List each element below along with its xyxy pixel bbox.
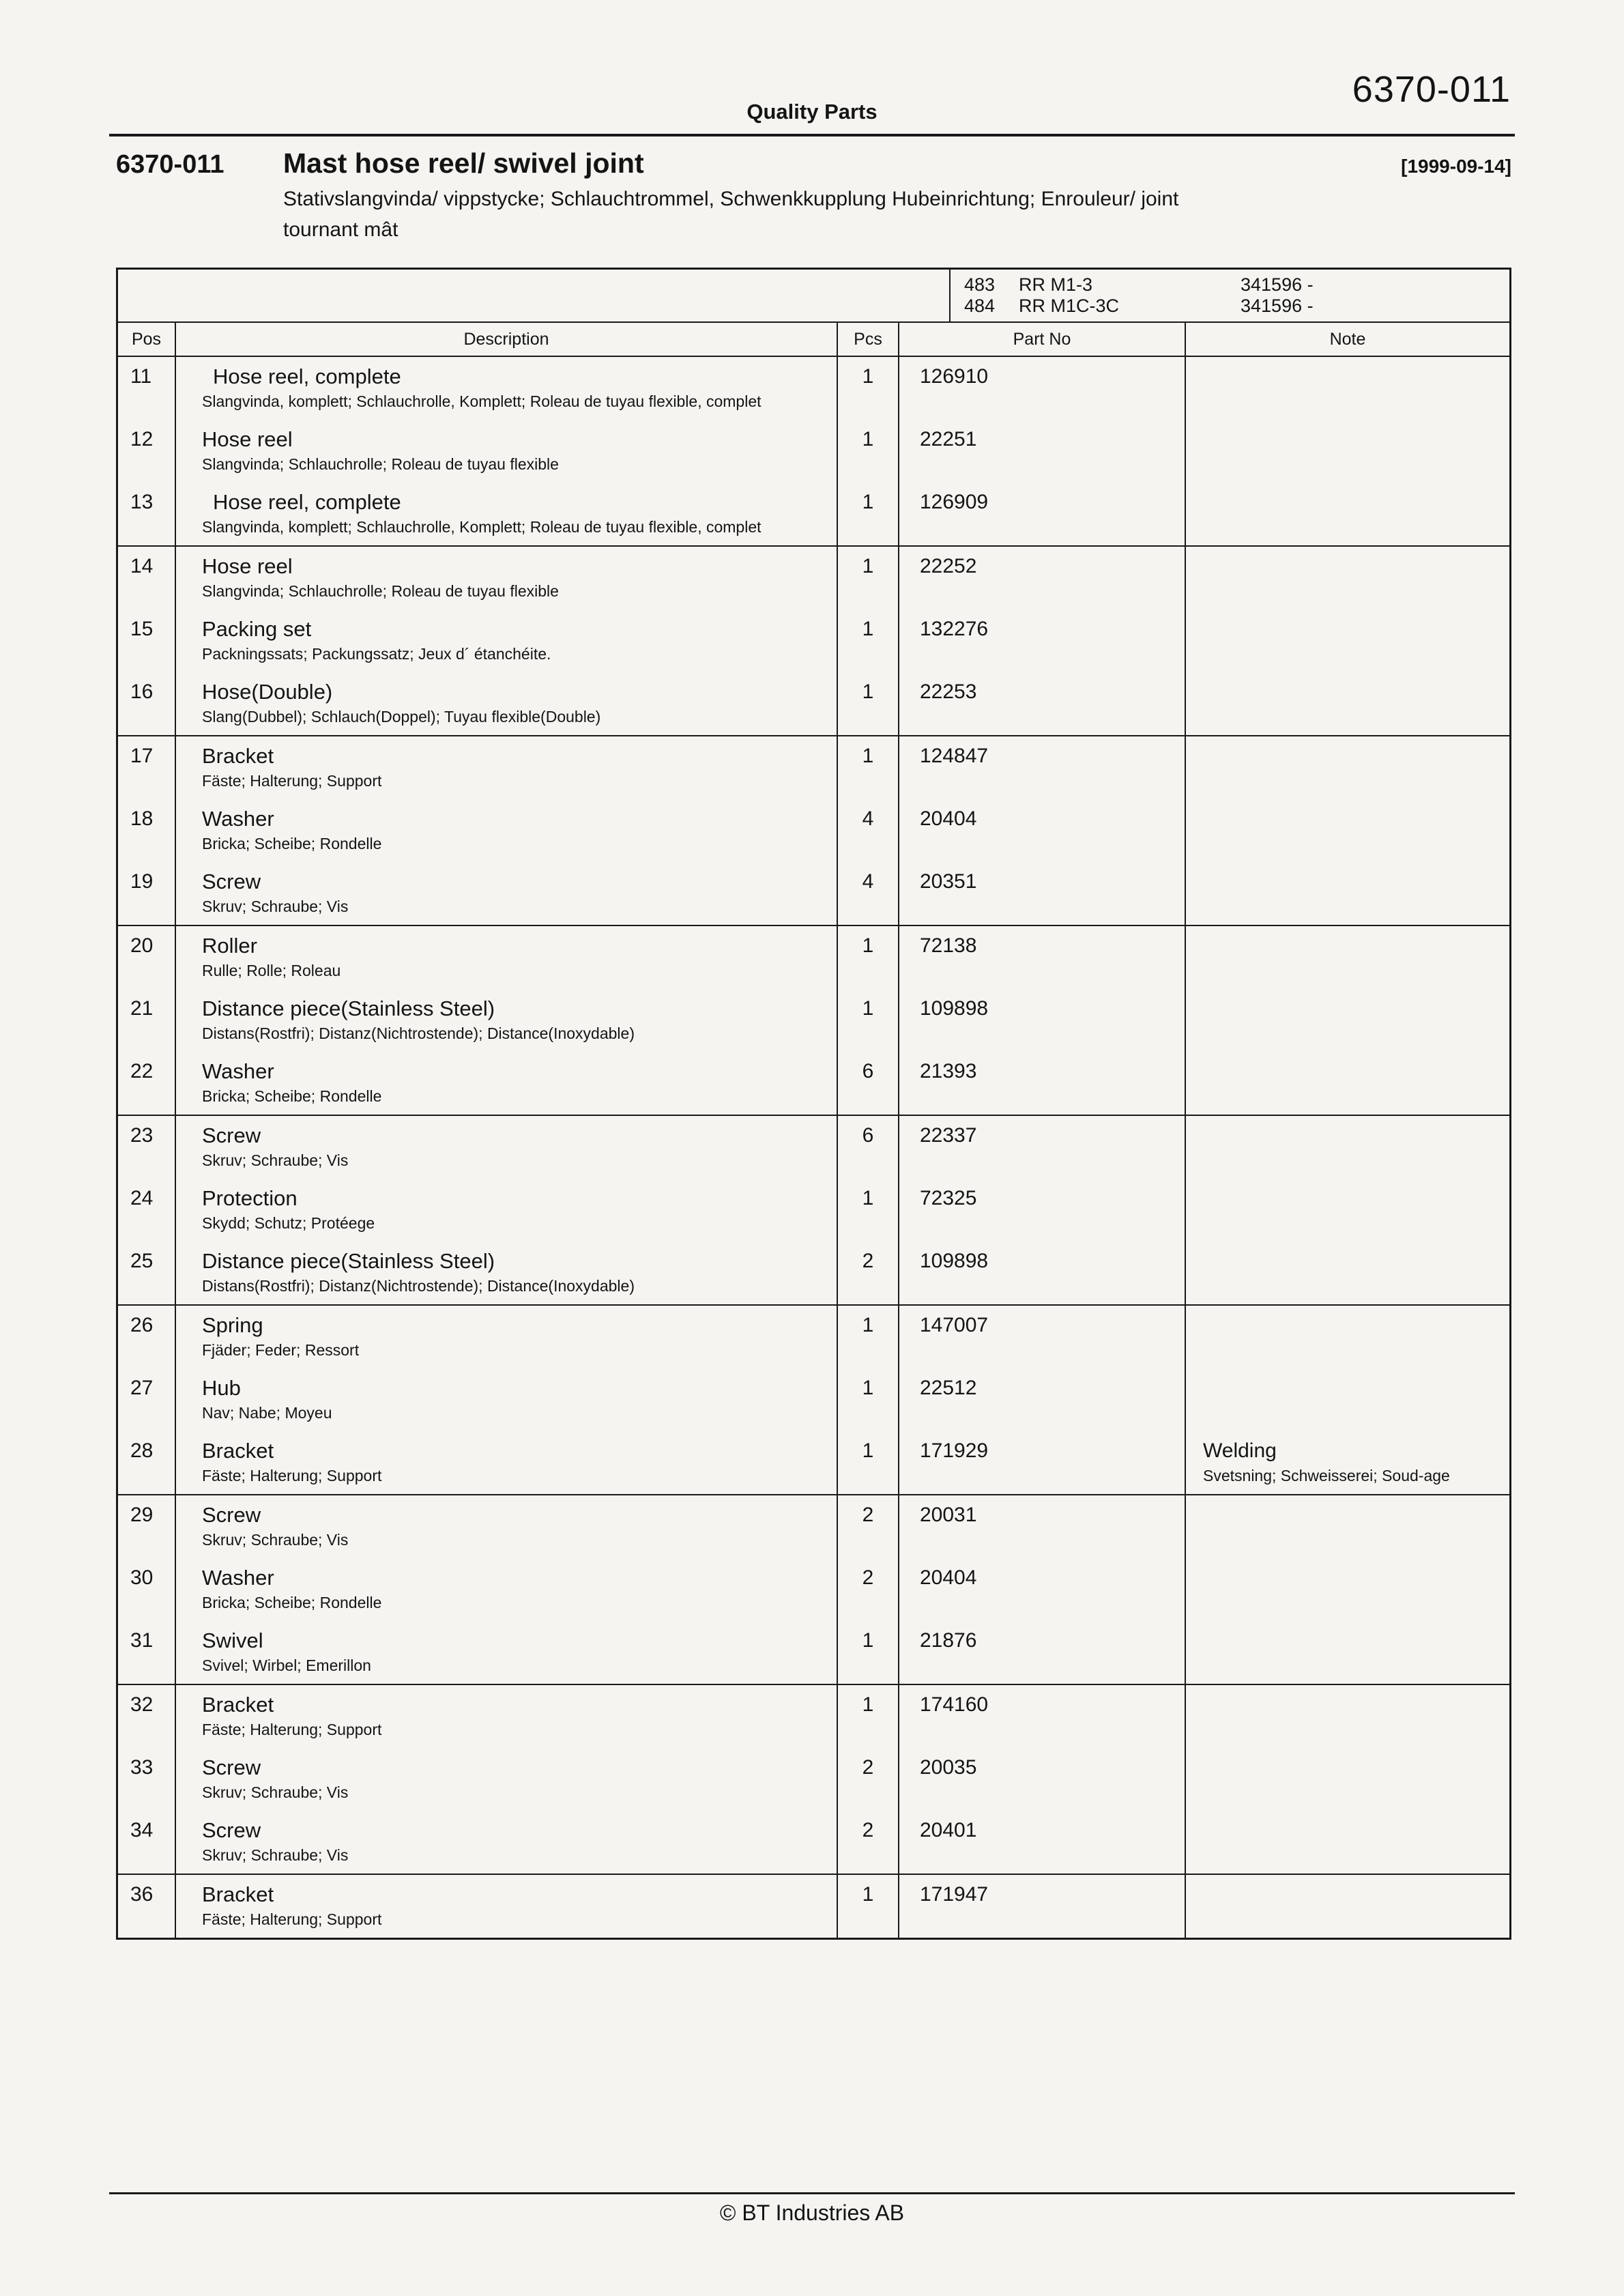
- description-main: Bracket: [202, 744, 274, 768]
- header-rule: [109, 134, 1515, 137]
- col-header-note: Note: [1329, 329, 1366, 349]
- description-sub: Slangvinda; Schlauchrolle; Roleau de tuyau flexible: [202, 455, 559, 473]
- cell-note: [1186, 1179, 1509, 1242]
- description-sub: Skruv; Schraube; Vis: [202, 898, 349, 915]
- cell-note: [1186, 609, 1509, 672]
- cell-description: [176, 672, 838, 735]
- description-main: Washer: [202, 807, 274, 831]
- cell-pcs: 1: [838, 1179, 899, 1242]
- cell-pos: 14: [118, 547, 176, 609]
- model-code: 483: [964, 274, 996, 295]
- description-sub: Slangvinda, komplett; Schlauchrolle, Komplett; Roleau de tuyau flexible, complet: [202, 518, 762, 536]
- cell-pcs: 6: [838, 1116, 899, 1179]
- description-main: Distance piece(Stainless Steel): [202, 1249, 495, 1273]
- description-sub: Slangvinda, komplett; Schlauchrolle, Komplett; Roleau de tuyau flexible, complet: [202, 392, 762, 410]
- description-main: Roller: [202, 934, 257, 958]
- cell-note: [1186, 1368, 1509, 1431]
- parts-table: [116, 268, 1511, 1940]
- cell-pos: 18: [118, 799, 176, 862]
- subtitle-line-2: tournant mât: [283, 218, 398, 241]
- cell-part-no: 21393: [899, 1052, 1186, 1115]
- cell-part-no: 20404: [899, 1558, 1186, 1621]
- col-header-part-no: Part No: [899, 323, 1186, 356]
- model-name: RR M1C-3C: [1019, 296, 1120, 316]
- table-row: [118, 1116, 1509, 1179]
- cell-description: [176, 862, 838, 925]
- cell-pcs: 1: [838, 1306, 899, 1368]
- cell-description: [176, 609, 838, 672]
- description-main: Bracket: [202, 1439, 274, 1463]
- cell-description: [176, 1179, 838, 1242]
- cell-description: [176, 1811, 838, 1874]
- cell-part-no: 124847: [899, 736, 1186, 799]
- cell-part-no: 22251: [899, 420, 1186, 483]
- table-row: [118, 1748, 1509, 1811]
- description-main: Hose reel: [202, 554, 293, 578]
- cell-part-no: 109898: [899, 1242, 1186, 1304]
- description-sub: Fäste; Halterung; Support: [202, 772, 382, 790]
- cell-description: [176, 1875, 838, 1938]
- model-serial: 341596 -: [1241, 296, 1314, 316]
- cell-note: [1186, 1558, 1509, 1621]
- description-sub: Svivel; Wirbel; Emerillon: [202, 1656, 371, 1674]
- page-title: Mast hose reel/ swivel joint: [283, 147, 644, 179]
- cell-pos: 23: [118, 1116, 176, 1179]
- table-row: [118, 357, 1509, 420]
- table-row: [118, 1368, 1509, 1431]
- cell-part-no: 126909: [899, 483, 1186, 545]
- table-row: [118, 862, 1509, 925]
- cell-part-no: 20351: [899, 862, 1186, 925]
- cell-part-no: 20035: [899, 1748, 1186, 1811]
- description-sub: Distans(Rostfri); Distanz(Nichtrostende); Distance(Inoxydable): [202, 1024, 635, 1042]
- cell-part-no: 126910: [899, 357, 1186, 420]
- description-sub: Distans(Rostfri); Distanz(Nichtrostende); Distance(Inoxydable): [202, 1277, 635, 1295]
- model-name: RR M1-3: [1019, 274, 1093, 295]
- cell-description: [176, 547, 838, 609]
- cell-note: [1186, 1116, 1509, 1179]
- cell-note: [1186, 1495, 1509, 1558]
- model-serial: 341596 -: [1241, 274, 1314, 295]
- cell-part-no: 132276: [899, 609, 1186, 672]
- description-sub: Nav; Nabe; Moyeu: [202, 1404, 332, 1422]
- description-main: Hub: [202, 1376, 241, 1400]
- description-sub: Slangvinda; Schlauchrolle; Roleau de tuyau flexible: [202, 582, 559, 600]
- cell-part-no: 22252: [899, 547, 1186, 609]
- cell-part-no: 21876: [899, 1621, 1186, 1684]
- cell-pcs: 4: [838, 799, 899, 862]
- description-sub: Bricka; Scheibe; Rondelle: [202, 835, 382, 852]
- table-row: [118, 672, 1509, 735]
- cell-pos: 13: [118, 483, 176, 545]
- cell-pos: 20: [118, 926, 176, 989]
- cell-part-no: 109898: [899, 989, 1186, 1052]
- cell-note: [1186, 483, 1509, 545]
- cell-note: [1186, 989, 1509, 1052]
- part-group: [118, 926, 1509, 1116]
- cell-part-no: 72138: [899, 926, 1186, 989]
- description-sub: Slang(Dubbel); Schlauch(Doppel); Tuyau flexible(Double): [202, 708, 601, 726]
- description-main: Screw: [202, 870, 261, 893]
- table-row: [118, 1179, 1509, 1242]
- cell-description: [176, 1368, 838, 1431]
- cell-note: [1186, 1748, 1509, 1811]
- cell-part-no: 72325: [899, 1179, 1186, 1242]
- cell-pos: 21: [118, 989, 176, 1052]
- cell-pcs: 1: [838, 1875, 899, 1938]
- models-empty-cell: [118, 270, 951, 321]
- description-main: Bracket: [202, 1693, 274, 1717]
- part-group: [118, 1685, 1509, 1875]
- cell-pcs: 2: [838, 1495, 899, 1558]
- table-row: [118, 420, 1509, 483]
- header-quality-parts: Quality Parts: [746, 100, 878, 124]
- cell-pcs: 4: [838, 862, 899, 925]
- cell-part-no: 147007: [899, 1306, 1186, 1368]
- description-main: Spring: [202, 1313, 263, 1337]
- part-group: [118, 547, 1509, 736]
- cell-pcs: 6: [838, 1052, 899, 1115]
- cell-pos: 29: [118, 1495, 176, 1558]
- cell-note: [1186, 1431, 1509, 1494]
- description-main: Screw: [202, 1755, 261, 1779]
- cell-note: [1186, 420, 1509, 483]
- part-group: [118, 357, 1509, 547]
- cell-description: [176, 1495, 838, 1558]
- table-row: [118, 989, 1509, 1052]
- table-row: [118, 1811, 1509, 1874]
- cell-pos: 28: [118, 1431, 176, 1494]
- cell-pos: 36: [118, 1875, 176, 1938]
- description-sub: Skruv; Schraube; Vis: [202, 1151, 349, 1169]
- description-main: Swivel: [202, 1628, 263, 1652]
- col-header-description: Description: [176, 323, 838, 356]
- description-sub: Bricka; Scheibe; Rondelle: [202, 1594, 382, 1611]
- table-column-headers: [118, 323, 1509, 357]
- cell-pos: 17: [118, 736, 176, 799]
- table-row: [118, 1875, 1509, 1938]
- subtitle-line-1: Stativslangvinda/ vippstycke; Schlauchtrommel, Schwenkkupplung Hubeinrichtung; Enrouleur/ joint: [283, 188, 1179, 210]
- description-sub: Skruv; Schraube; Vis: [202, 1531, 349, 1549]
- models-list: [951, 270, 1509, 321]
- cell-pcs: 1: [838, 547, 899, 609]
- cell-note: [1186, 1685, 1509, 1748]
- cell-description: [176, 989, 838, 1052]
- cell-pcs: 1: [838, 926, 899, 989]
- col-header-pos: Pos: [118, 323, 176, 356]
- table-row: [118, 1242, 1509, 1304]
- description-sub: Packningssats; Packungssatz; Jeux d´ étanchéite.: [202, 645, 551, 663]
- table-row: [118, 483, 1509, 545]
- cell-description: [176, 1116, 838, 1179]
- table-row: [118, 547, 1509, 609]
- description-main: Washer: [202, 1059, 274, 1083]
- cell-part-no: 22253: [899, 672, 1186, 735]
- cell-description: [176, 1052, 838, 1115]
- note-main: Welding: [1203, 1439, 1277, 1462]
- cell-description: [176, 926, 838, 989]
- cell-pos: 24: [118, 1179, 176, 1242]
- cell-description: [176, 1242, 838, 1304]
- cell-note: [1186, 357, 1509, 420]
- cell-pcs: 1: [838, 1431, 899, 1494]
- description-main: Bracket: [202, 1882, 274, 1906]
- description-main: Hose reel, complete: [213, 364, 401, 388]
- cell-note: [1186, 1052, 1509, 1115]
- cell-pcs: 1: [838, 609, 899, 672]
- cell-pos: 30: [118, 1558, 176, 1621]
- title-doc-number: 6370-011: [116, 150, 224, 179]
- cell-pos: 15: [118, 609, 176, 672]
- table-row: [118, 1685, 1509, 1748]
- description-main: Hose reel, complete: [213, 490, 401, 514]
- cell-part-no: 20401: [899, 1811, 1186, 1874]
- cell-pcs: 1: [838, 420, 899, 483]
- cell-pos: 11: [118, 357, 176, 420]
- cell-pcs: 1: [838, 357, 899, 420]
- description-sub: Bricka; Scheibe; Rondelle: [202, 1087, 382, 1105]
- table-row: [118, 1495, 1509, 1558]
- footer-rule: [109, 2192, 1515, 2194]
- footer-text: © BT Industries AB: [719, 2200, 905, 2225]
- cell-pcs: 1: [838, 483, 899, 545]
- cell-pcs: 2: [838, 1748, 899, 1811]
- table-row: [118, 736, 1509, 799]
- header-doc-number-large: 6370-011: [1352, 69, 1511, 110]
- cell-part-no: 174160: [899, 1685, 1186, 1748]
- description-main: Protection: [202, 1186, 298, 1210]
- cell-note: [1186, 799, 1509, 862]
- cell-description: [176, 420, 838, 483]
- part-group: [118, 1495, 1509, 1685]
- cell-pos: 26: [118, 1306, 176, 1368]
- page-subtitle: [283, 184, 1511, 245]
- cell-note: [1186, 1306, 1509, 1368]
- cell-pos: 32: [118, 1685, 176, 1748]
- cell-description: [176, 1431, 838, 1494]
- title-block: [116, 147, 1511, 245]
- table-row: [118, 926, 1509, 989]
- cell-pcs: 1: [838, 1685, 899, 1748]
- cell-part-no: 20031: [899, 1495, 1186, 1558]
- cell-part-no: 171929: [899, 1431, 1186, 1494]
- description-main: Distance piece(Stainless Steel): [202, 996, 495, 1020]
- cell-note: [1186, 672, 1509, 735]
- cell-note: [1186, 1811, 1509, 1874]
- table-row: [118, 1558, 1509, 1621]
- table-row: [118, 1306, 1509, 1368]
- cell-pos: 12: [118, 420, 176, 483]
- cell-description: [176, 357, 838, 420]
- table-row: [118, 1052, 1509, 1115]
- table-row: [118, 1431, 1509, 1494]
- cell-part-no: 22512: [899, 1368, 1186, 1431]
- cell-note: [1186, 926, 1509, 989]
- model-row: [964, 296, 1509, 317]
- cell-pcs: 1: [838, 989, 899, 1052]
- cell-pcs: 2: [838, 1242, 899, 1304]
- cell-description: [176, 483, 838, 545]
- cell-pcs: 1: [838, 1368, 899, 1431]
- cell-pcs: 2: [838, 1811, 899, 1874]
- table-row: [118, 799, 1509, 862]
- description-sub: Fjäder; Feder; Ressort: [202, 1341, 360, 1359]
- part-group: [118, 1875, 1509, 1938]
- cell-pos: 33: [118, 1748, 176, 1811]
- page-date: [1999-09-14]: [1401, 156, 1511, 177]
- description-sub: Skruv; Schraube; Vis: [202, 1783, 349, 1801]
- cell-description: [176, 1685, 838, 1748]
- cell-pcs: 1: [838, 672, 899, 735]
- cell-note: [1186, 862, 1509, 925]
- cell-pos: 19: [118, 862, 176, 925]
- description-main: Packing set: [202, 617, 312, 641]
- cell-note: [1186, 1875, 1509, 1938]
- cell-note: [1186, 547, 1509, 609]
- description-main: Screw: [202, 1818, 261, 1842]
- cell-pos: 27: [118, 1368, 176, 1431]
- part-group: [118, 1306, 1509, 1495]
- description-main: Hose(Double): [202, 680, 333, 704]
- cell-pcs: 1: [838, 736, 899, 799]
- description-sub: Rulle; Rolle; Roleau: [202, 962, 341, 979]
- description-sub: Fäste; Halterung; Support: [202, 1467, 382, 1484]
- cell-pos: 25: [118, 1242, 176, 1304]
- cell-note: [1186, 1621, 1509, 1684]
- table-body: [118, 357, 1509, 1938]
- description-sub: Skydd; Schutz; Protéege: [202, 1214, 375, 1232]
- description-sub: Skruv; Schraube; Vis: [202, 1846, 349, 1864]
- description-sub: Fäste; Halterung; Support: [202, 1910, 382, 1928]
- cell-pos: 34: [118, 1811, 176, 1874]
- model-code: 484: [964, 296, 996, 316]
- cell-note: [1186, 1242, 1509, 1304]
- cell-description: [176, 1306, 838, 1368]
- table-row: [118, 1621, 1509, 1684]
- cell-description: [176, 1748, 838, 1811]
- cell-description: [176, 1558, 838, 1621]
- cell-note: [1186, 736, 1509, 799]
- cell-description: [176, 799, 838, 862]
- col-header-pcs: Pcs: [838, 323, 899, 356]
- cell-part-no: 171947: [899, 1875, 1186, 1938]
- cell-part-no: 20404: [899, 799, 1186, 862]
- description-main: Screw: [202, 1503, 261, 1527]
- description-main: Hose reel: [202, 427, 293, 451]
- cell-pcs: 2: [838, 1558, 899, 1621]
- description-main: Washer: [202, 1566, 274, 1590]
- description-sub: Fäste; Halterung; Support: [202, 1721, 382, 1738]
- cell-part-no: 22337: [899, 1116, 1186, 1179]
- cell-description: [176, 736, 838, 799]
- table-row: [118, 609, 1509, 672]
- description-main: Screw: [202, 1123, 261, 1147]
- cell-pcs: 1: [838, 1621, 899, 1684]
- part-group: [118, 1116, 1509, 1306]
- cell-pos: 16: [118, 672, 176, 735]
- note-sub: Svetsning; Schweisserei; Soud-age: [1203, 1467, 1450, 1484]
- models-box: [118, 270, 1509, 323]
- part-group: [118, 736, 1509, 926]
- cell-pos: 22: [118, 1052, 176, 1115]
- cell-pos: 31: [118, 1621, 176, 1684]
- cell-description: [176, 1621, 838, 1684]
- model-row: [964, 274, 1509, 296]
